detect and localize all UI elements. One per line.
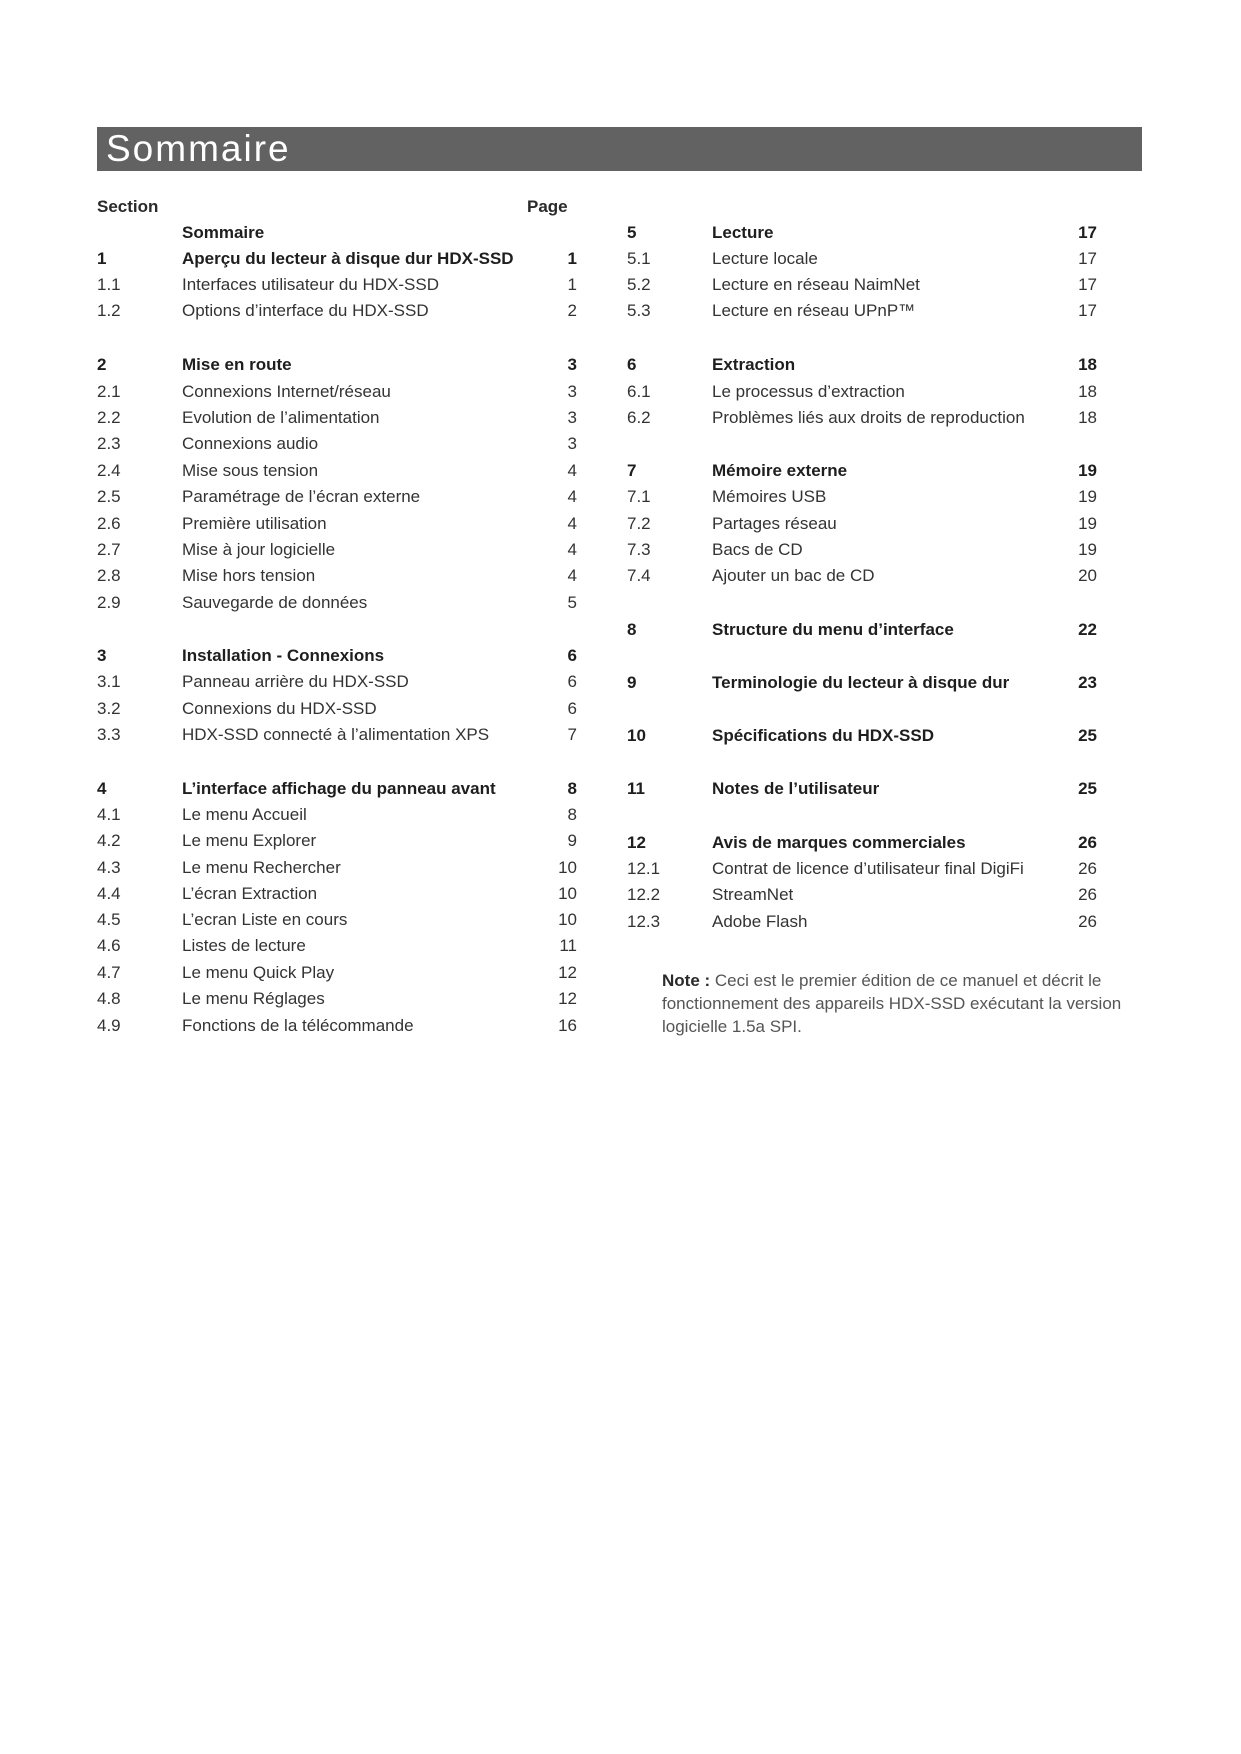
toc-entry-number: 6.2 [627,408,651,427]
toc-entry [627,856,1147,882]
toc-entry-title: Partages réseau [712,514,837,533]
toc-entry [97,458,617,484]
toc-entry-page: 11 [559,936,577,955]
toc-entry-number: 5.3 [627,301,651,320]
toc-entry [627,830,1147,856]
toc-entry-number: 1.2 [97,301,121,320]
toc-entry-page: 22 [1078,620,1097,639]
toc-entry-number: 3.2 [97,699,121,718]
toc-entry-page: 12 [558,963,577,982]
toc-entry-title: Le menu Accueil [182,805,307,824]
toc-entry-title: L’ecran Liste en cours [182,910,348,929]
toc-entry-title: Contrat de licence d’utilisateur final DigiFi [712,859,1024,878]
toc-entry [97,907,617,933]
toc-entry-number: 2.2 [97,408,121,427]
toc-entry [97,828,617,854]
toc-entry [97,933,617,959]
toc-entry [97,352,617,378]
section-column-header: Section [97,197,159,216]
toc-entry [627,379,1147,405]
toc-entry [97,802,617,828]
toc-entry [627,776,1147,802]
toc-entry [97,431,617,457]
toc-entry-page: 9 [567,831,577,850]
toc-entry-page: 1 [567,275,577,294]
toc-entry-number: 3.3 [97,725,121,744]
toc-entry-title: Lecture locale [712,249,818,268]
toc-entry-title: Terminologie du lecteur à disque dur [712,673,1010,692]
toc-entry-number: 2.7 [97,540,121,559]
toc-entry-number: 12 [627,833,646,852]
toc-entry-number: 2.5 [97,487,121,506]
toc-entry-number: 4.6 [97,936,121,955]
toc-entry-title: Ajouter un bac de CD [712,566,875,585]
toc-entry-title: Problèmes liés aux droits de reproduction [712,408,1025,427]
toc-entry [97,563,617,589]
toc-entry-page: 2 [567,301,577,320]
toc-entry [97,722,617,748]
toc-entry [97,696,617,722]
toc-entry-title: Sommaire [182,223,265,242]
toc-entry-page: 10 [558,910,577,929]
toc-entry-number: 9 [627,673,637,692]
toc-entry-title: Paramétrage de l’écran externe [182,487,421,506]
toc-entry [627,352,1147,378]
toc-entry-number: 5 [627,223,637,242]
toc-entry-title: Le processus d’extraction [712,382,905,401]
toc-entry-page: 3 [567,408,577,427]
toc-entry-number: 7 [627,461,637,480]
toc-entry-page: 3 [567,382,577,401]
toc-entry-number: 3 [97,646,107,665]
toc-entry [97,379,617,405]
toc-entry-page: 6 [567,672,577,691]
toc-entry-page: 18 [1078,382,1097,401]
toc-entry-page: 26 [1078,833,1097,852]
toc-entry-page: 18 [1078,355,1097,374]
toc-entry-title: Mise à jour logicielle [182,540,336,559]
toc-entry-page: 17 [1078,223,1097,242]
toc-entry-number: 6 [627,355,637,374]
toc-entry-title: Adobe Flash [712,912,808,931]
toc-entry [97,405,617,431]
toc-entry [627,670,1147,696]
toc-entry-page: 8 [567,779,577,798]
toc-entry [627,909,1147,935]
toc-entry-title: Interfaces utilisateur du HDX-SSD [182,275,439,294]
toc-entry-number: 2.3 [97,434,121,453]
toc-entry [627,272,1147,298]
toc-entry-number: 2.9 [97,593,121,612]
toc-entry-title: HDX-SSD connecté à l’alimentation XPS [182,725,490,744]
toc-entry-title: Sauvegarde de données [182,593,368,612]
toc-entry-number: 5.2 [627,275,651,294]
toc-entry-number: 7.3 [627,540,651,559]
toc-entry-title: Listes de lecture [182,936,306,955]
toc-entry-title: Extraction [712,355,796,374]
toc-entry-number: 4.5 [97,910,121,929]
toc-entry [97,669,617,695]
toc-entry-number: 4.1 [97,805,121,824]
toc-entry-title: Connexions audio [182,434,319,453]
page-column-header: Page [527,197,568,216]
toc-entry-number: 2 [97,355,107,374]
toc-entry-page: 3 [567,434,577,453]
toc-entry-title: Connexions du HDX-SSD [182,699,377,718]
toc-entry-page: 16 [558,1016,577,1035]
toc-entry-number: 4.9 [97,1016,121,1035]
toc-entry-title: Lecture en réseau UPnP™ [712,301,916,320]
toc-entry-page: 25 [1078,726,1097,745]
toc-entry [97,776,617,802]
toc-entry-title: Mise sous tension [182,461,319,480]
toc-entry-number: 4.4 [97,884,121,903]
toc-entry-title: L’écran Extraction [182,884,318,903]
toc-entry [97,881,617,907]
toc-entry [97,643,617,669]
toc-entry-page: 17 [1078,301,1097,320]
toc-entry-page: 26 [1078,859,1097,878]
toc-entry-title: Avis de marques commerciales [712,833,966,852]
toc-entry-number: 7.1 [627,487,651,506]
note-text: Ceci est le premier édition de ce manuel et décrit le fonctionnement des appareils HDX-SSD exécutant la version logicielle 1.5a SPI. [662,971,1122,1036]
toc-entry-page: 17 [1078,249,1097,268]
toc-entry-title: Structure du menu d’interface [712,620,954,639]
note-prefix: Note : [662,971,711,990]
toc-entry [627,882,1147,908]
toc-entry-number: 2.6 [97,514,121,533]
toc-entry-page: 26 [1078,912,1097,931]
toc-entry-page: 19 [1078,461,1097,480]
toc-entry [97,511,617,537]
toc-entry-title: Le menu Rechercher [182,858,341,877]
toc-entry [97,960,617,986]
toc-entry-number: 4.3 [97,858,121,877]
toc-entry-page: 25 [1078,779,1097,798]
toc-entry-page: 19 [1078,514,1097,533]
toc-entry-page: 17 [1078,275,1097,294]
toc-entry [97,246,617,272]
toc-entry-number: 1.1 [97,275,121,294]
toc-entry-number: 5.1 [627,249,651,268]
toc-entry [627,405,1147,431]
toc-entry-number: 11 [627,779,645,798]
toc-entry-page: 4 [567,461,577,480]
toc-entry-title: Options d’interface du HDX-SSD [182,301,429,320]
toc-entry-number: 10 [627,726,646,745]
toc-entry-title: Aperçu du lecteur à disque dur HDX-SSD [182,249,514,268]
toc-entry-number: 12.2 [627,885,661,904]
toc-entry-title: Première utilisation [182,514,327,533]
toc-entry [627,458,1147,484]
toc-entry-number: 4.8 [97,989,121,1008]
toc-entry-title: Panneau arrière du HDX-SSD [182,672,409,691]
toc-entry [97,1013,617,1039]
toc-entry [627,298,1147,324]
toc-entry-page: 4 [567,487,577,506]
toc-entry-page: 12 [558,989,577,1008]
toc-entry-title: Fonctions de la télécommande [182,1016,414,1035]
toc-entry-page: 10 [558,858,577,877]
toc-entry-number: 12.3 [627,912,661,931]
toc-entry-page: 19 [1078,540,1097,559]
toc-entry [97,855,617,881]
toc-entry [97,537,617,563]
toc-entry-number: 12.1 [627,859,661,878]
toc-entry-title: Notes de l’utilisateur [712,779,880,798]
toc-entry-page: 4 [567,566,577,585]
toc-entry [97,220,617,246]
toc-entry [627,617,1147,643]
toc-entry-title: Le menu Quick Play [182,963,335,982]
toc-entry-title: Lecture [712,223,774,242]
toc-entry-page: 19 [1078,487,1097,506]
toc-entry [97,986,617,1012]
toc-entry-title: Mémoire externe [712,461,848,480]
toc-entry-title: Mise hors tension [182,566,316,585]
toc-entry-number: 2.1 [97,382,121,401]
toc-entry-page: 4 [567,540,577,559]
toc-entry [627,563,1147,589]
toc-entry-page: 6 [567,646,577,665]
toc-entry-title: Le menu Explorer [182,831,317,850]
toc-entry [627,484,1147,510]
toc-entry [97,484,617,510]
page-title: Sommaire [106,128,291,169]
toc-entry-number: 6.1 [627,382,651,401]
toc-entry-page: 3 [567,355,577,374]
toc-entry-title: Le menu Réglages [182,989,325,1008]
toc-entry-title: Mise en route [182,355,292,374]
toc-entry-title: Bacs de CD [712,540,803,559]
toc-entry-page: 20 [1078,566,1097,585]
toc-entry-number: 7.2 [627,514,651,533]
toc-entry [627,246,1147,272]
toc-entry-page: 26 [1078,885,1097,904]
toc-entry-number: 1 [97,249,107,268]
toc-entry-page: 10 [558,884,577,903]
toc-entry [97,298,617,324]
toc-entry-page: 8 [567,805,577,824]
title-bar [97,127,1142,171]
toc-entry [627,220,1147,246]
toc-entry [97,272,617,298]
toc-entry [627,511,1147,537]
toc-entry-page: 1 [567,249,577,268]
toc-entry-number: 7.4 [627,566,651,585]
toc-entry-title: Spécifications du HDX-SSD [712,726,934,745]
toc-entry [627,723,1147,749]
toc-entry-title: Connexions Internet/réseau [182,382,391,401]
toc-entry-number: 3.1 [97,672,121,691]
toc-entry-title: Evolution de l’alimentation [182,408,380,427]
toc-entry-page: 23 [1078,673,1097,692]
toc-entry-page: 6 [567,699,577,718]
toc-entry-title: Mémoires USB [712,487,827,506]
toc-entry-page: 7 [567,725,577,744]
toc-entry [627,537,1147,563]
toc-entry-title: Lecture en réseau NaimNet [712,275,920,294]
toc-entry-number: 4 [97,779,107,798]
toc-entry [97,590,617,616]
toc-entry-title: Installation - Connexions [182,646,385,665]
toc-entry-page: 18 [1078,408,1097,427]
toc-entry-number: 2.8 [97,566,121,585]
edition-note [662,969,1150,1038]
toc-entry-page: 5 [567,593,577,612]
toc-entry-number: 4.2 [97,831,121,850]
toc-entry-number: 8 [627,620,637,639]
toc-entry-title: StreamNet [712,885,794,904]
toc-entry-page: 4 [567,514,577,533]
toc-entry-number: 4.7 [97,963,121,982]
toc-entry-number: 2.4 [97,461,121,480]
toc-entry-title: L’interface affichage du panneau avant [182,779,496,798]
